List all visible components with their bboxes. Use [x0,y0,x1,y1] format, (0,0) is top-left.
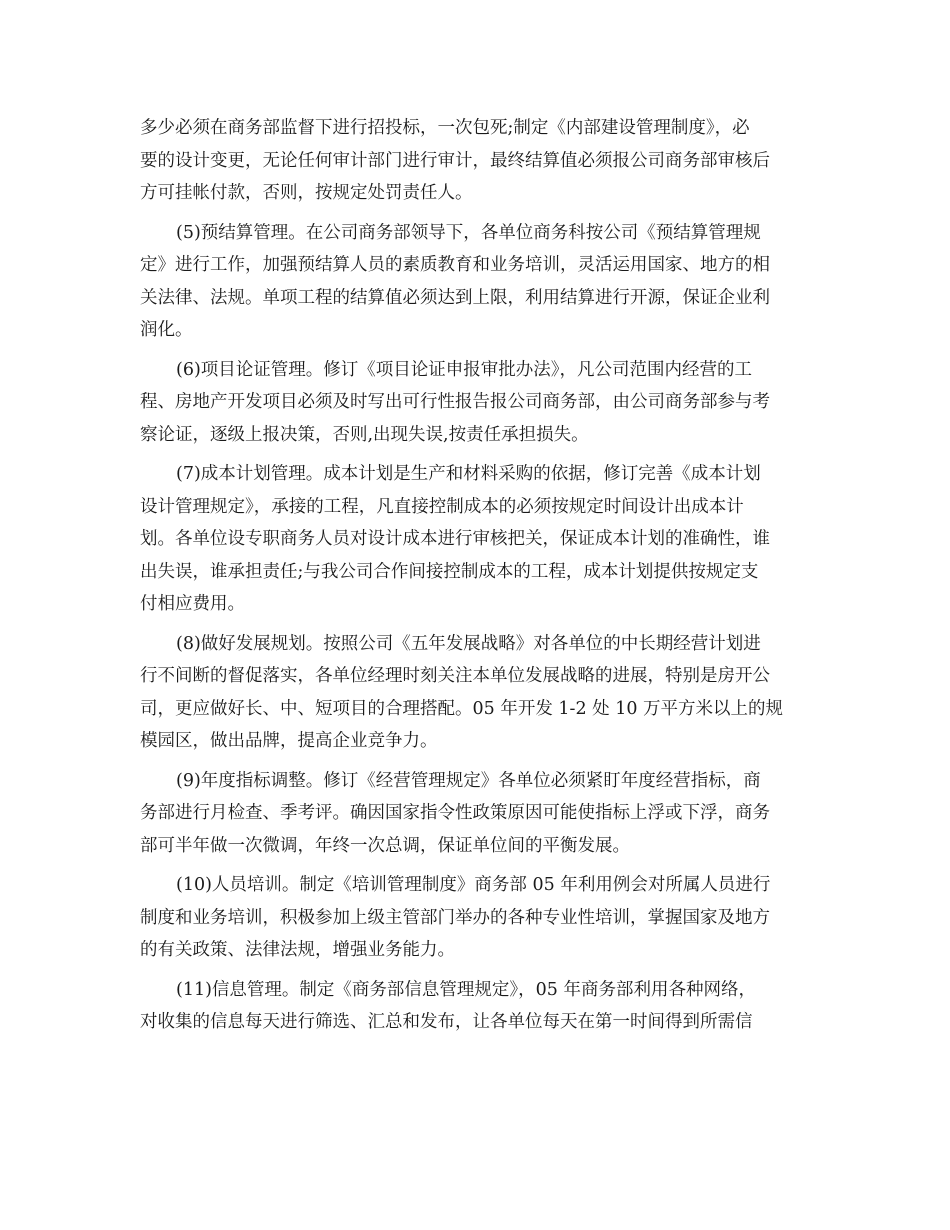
text-line: 行不间断的督促落实，各单位经理时刻关注本单位发展战略的进展，特别是房开公 [140,666,770,686]
paragraph-heading-line: (8)做好发展规划。按照公司《五年发展战略》对各单位的中长期经营计划进 [176,633,761,654]
text-line: 的有关政策、法律法规，增强业务能力。 [140,940,455,960]
text-line: 制度和业务培训，积极参加上级主管部门举办的各种专业性培训，掌握国家及地方 [140,907,770,928]
text-line: 方可挂帐付款，否则，按规定处罚责任人。 [140,183,473,203]
text-line: 多少必须在商务部监督下进行招投标，一次包死;制定《内部建设管理制度》，必 [140,118,750,138]
text-line: 模园区，做出品牌，提高企业竞争力。 [140,731,438,751]
text-line: 出失误，谁承担责任;与我公司合作间接控制成本的工程，成本计划提供按规定支 [140,561,759,582]
paragraph-heading-line: (10)人员培训。制定《培训管理制度》商务部 05 年利用例会对所属人员进行 [176,875,771,895]
text-line: 察论证，逐级上报决策，否则,出现失误,按责任承担损失。 [140,424,589,445]
paragraph-heading-line: (7)成本计划管理。成本计划是生产和材料采购的依据，修订完善《成本计划 [176,464,761,484]
document-body [140,112,816,1039]
text-line: 设计管理规定》，承接的工程，凡直接控制成本的必须按规定时间设计出成本计 [140,496,744,517]
text-line: 务部进行月检查、季考评。确因国家指令性政策原因可能使指标上浮或下浮，商务 [140,803,770,823]
text-line: 定》进行工作，加强预结算人员的素质教育和业务培训，灵活运用国家、地方的相 [140,255,770,275]
text-line: 要的设计变更，无论任何审计部门进行审计，最终结算值必须报公司商务部审核后 [140,150,770,171]
paragraph-heading-line: (9)年度指标调整。修订《经营管理规定》各单位必须紧盯年度经营指标，商 [176,770,761,791]
paragraph-heading-line: (11)信息管理。制定《商务部信息管理规定》，05 年商务部利用各种网络， [176,979,757,1000]
text-line: 对收集的信息每天进行筛选、汇总和发布，让各单位每天在第一时间得到所需信 [140,1012,753,1032]
paragraph-heading-line: (6)项目论证管理。修订《项目论证申报审批办法》，凡公司范围内经营的工 [176,359,753,380]
text-line: 程、房地产开发项目必须及时写出可行性报告报公司商务部，由公司商务部参与考 [140,392,770,412]
text-line: 润化。 [140,320,193,340]
text-line: 部可半年做一次微调，年终一次总调，保证单位间的平衡发展。 [140,835,630,856]
text-line: 关法律、法规。单项工程的结算值必须达到上限，利用结算进行开源，保证企业利 [140,287,770,308]
text-line: 司，更应做好长、中、短项目的合理搭配。05 年开发 1-2 处 10 万平方米以上的规 [140,698,784,719]
text-line: 划。各单位设专职商务人员对设计成本进行审核把关，保证成本计划的准确性，谁 [140,529,770,549]
paragraph-heading-line: (5)预结算管理。在公司商务部领导下，各单位商务科按公司《预结算管理规 [176,222,761,243]
text-line: 付相应费用。 [140,594,245,614]
